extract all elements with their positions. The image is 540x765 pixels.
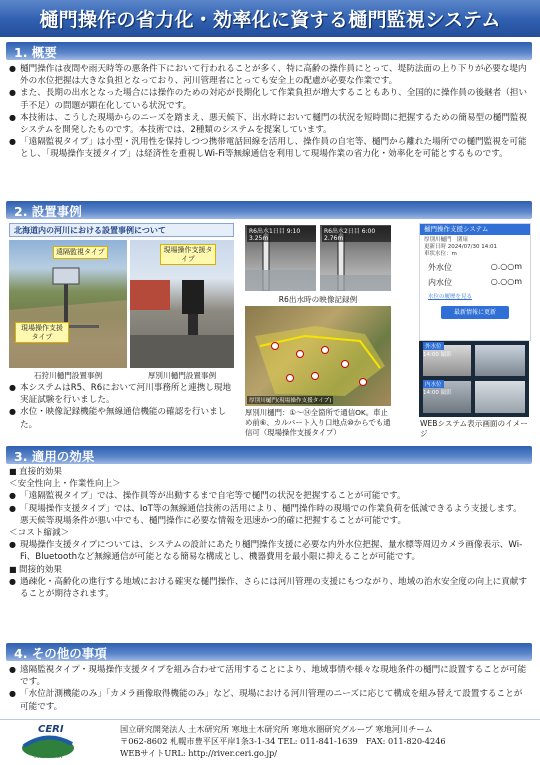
overview-item: ● 樋門操作は夜間や雨天時等の悪条件下において行われることが多く、特に高齢の操作員にとって、堤防法面の上り下りが必要な堤内外の水位把握は大きな負担となっており、河川管理者にとっても安全上の配慮が必要な作業です。 — [9, 63, 529, 87]
case-notes — [9, 382, 237, 431]
video-label-1: R6出水1日目 9:10 3.25m — [247, 226, 316, 242]
map-tag: 厚別川樋門(現場操作支援タイプ) — [249, 398, 332, 404]
subheading-safety: ＜安全性向上・作業性向上＞ — [9, 479, 121, 490]
inner-level-label: 内水位 — [428, 278, 452, 287]
camera-image-inner-2 — [475, 381, 525, 413]
section-header-cases — [6, 201, 532, 219]
camera-time-1: 14:00 撮影 — [423, 352, 452, 358]
other-item: ● 遠隔監視タイプ・現場操作支援タイプを組み合わせて活用することにより、地域事情や様々な現地条件の樋門に設置することが可能です。 — [9, 664, 529, 688]
outer-level-label: 外水位 — [428, 263, 452, 272]
section-header-effects — [6, 446, 532, 464]
case-note: ● 水位・映像記録機能や無線通信機能の確認を行いました。 — [9, 406, 237, 430]
effects-text — [9, 466, 529, 600]
inner-level-value: ○.○○m — [490, 277, 522, 286]
section-title: 2. 設置事例 — [14, 204, 82, 219]
overview-item: ● また、長期の出水となった場合には操作のための対応が長期化して作業負担が増大することもあり、全国的に操作員の後継者（担い手不足）の問題が顕在化している状況です。 — [9, 87, 529, 111]
web-header: 樋門操作支援システム — [420, 224, 530, 235]
logo-subtext: COLD REGION — [34, 754, 63, 759]
aerial-map — [245, 306, 391, 406]
video-frame-1 — [245, 225, 316, 291]
footer-text — [120, 723, 446, 759]
camera-image-outer-2 — [475, 345, 525, 376]
effect-item: ● 過疎化・高齢化の進行する地域における確実な樋門操作、さらには河川管理の支援にもつながり、地域の治水安全度の向上に貢献することが期待されます。 — [9, 576, 529, 600]
web-level-unit: 車状水位：m — [424, 251, 457, 257]
effect-item: ● 「現場操作支援タイプ」では、IoT等の無線通信技術の活用により、樋門操作時の現場での作業負荷を低減できるよう支援します。悪天候等現場条件が悪い中でも、樋門操作に必要な情報を迅速かつ的確に把握することが可能です。 — [9, 503, 529, 527]
history-link[interactable]: 水位の履歴を見る — [428, 294, 473, 300]
others-text — [9, 664, 529, 713]
refresh-button[interactable]: 最新情報に更新 — [441, 306, 509, 319]
caption-atsubetsu: 厚別川樋門設置事例 — [147, 371, 217, 380]
overview-item: ● 本技術は、こうした現場からのニーズを踏まえ、悪天候下、出水時において樋門の状況を短時間に把握するための簡易型の樋門監視システムを開発したものです。本技術では、2種類のシステムを提案しています。 — [9, 112, 529, 136]
ishikari-photo — [9, 240, 127, 368]
section-header-overview — [6, 42, 532, 60]
page-title: 樋門操作の省力化・効率化に資する樋門監視システム — [39, 9, 501, 31]
indirect-effects-heading: ■ 間接的効果 — [9, 564, 529, 576]
direct-effects-heading: ■ 直接的効果 — [9, 466, 529, 478]
footer-address: 〒062-8602 札幌市豊平区平岸1条3-1-34 TEL: 011-841-1639 FAX: 011-820-4246 — [120, 736, 446, 746]
web-gate-state: 閉扉 — [457, 237, 469, 243]
other-item: ● 「水位計測機能のみ」「カメラ画像取得機能のみ」など、現場における河川管理のニーズに応じて構成を組み替えて設置することが可能です。 — [9, 688, 529, 712]
effect-item: ● 現場操作支援タイプについては、システムの設計にあたり樋門操作支援に必要な内外水位把握、量水標等周辺カメラ画像表示、Wi-Fi、Bluetoothなど無線通信が可能となる簡易な構成とし、機器費用を最小限に抑えることが可能です。 — [9, 539, 529, 563]
web-updated: 更新日時 2024/07/30 14:01 — [424, 244, 498, 250]
caption-map: 厚別川樋門：①～⑭全箇所で通信OK。車止め前⑥、カルバート入り口地点⑩からでも通信可（現場操作支援タイプ） — [245, 408, 391, 437]
label-support: 現場操作支援タイプ — [15, 322, 69, 343]
logo-text: CERI — [38, 724, 64, 735]
label-remote: 遠隔監視タイプ — [53, 246, 108, 259]
outer-level-value: ○.○○m — [490, 262, 522, 271]
camera-time-2: 14:00 撮影 — [423, 390, 452, 396]
overview-item: ● 「遠隔監視タイプ」は小型・汎用性を保持しつつ携帯電話回線を活用し、操作員の自宅等、樋門から離れた場所での樋門監視を可能とし、「現場操作支援タイプ」は経済性を重視しWi-Fi等無線通信を利用して現場作業の省力化・効率化を可能とするものです。 — [9, 136, 529, 160]
caption-web: WEBシステム表示画面のイメージ — [420, 419, 528, 438]
label-support-b: 現場操作支援タイプ — [160, 244, 216, 265]
footer-web[interactable]: WEBサイトURL: http://river.ceri.go.jp/ — [120, 748, 277, 758]
video-frame-2 — [320, 225, 391, 291]
section-title: 4. その他の事項 — [14, 646, 107, 661]
video-label-2: R6出水2日目 6:00 2.76m — [322, 226, 391, 242]
atsubetsu-photo — [130, 240, 234, 368]
subheading-cost: ＜コスト縮減＞ — [9, 528, 70, 539]
caption-ishikari: 石狩川樋門設置事例 — [33, 371, 103, 380]
web-gate-name: 厚別川樋門 — [424, 237, 452, 243]
case-note: ● 本システムはR5、R6において河川事務所と連携し現地実証試験を行いました。 — [9, 382, 237, 406]
overview-text — [9, 63, 529, 161]
footer-org: 国立研究開発法人 土木研究所 寒地土木研究所 寒地水圏研究グループ 寒地河川チーム — [120, 724, 433, 734]
camera-tag-1: 外水位 — [425, 344, 442, 350]
web-mockup — [419, 223, 531, 341]
section-title: 1. 概要 — [14, 45, 57, 60]
caption-video: R6出水時の映像記録例 — [278, 295, 358, 304]
ceri-logo — [20, 724, 76, 760]
footer — [0, 719, 540, 765]
ishikari-photo-art — [9, 240, 127, 368]
section-title: 3. 適用の効果 — [14, 449, 95, 464]
section-header-others — [6, 643, 532, 661]
case-banner: 北海道内の河川における設置事例について — [9, 223, 234, 237]
web-camera-panel — [419, 341, 529, 417]
title-bar — [0, 0, 540, 37]
camera-tag-2: 内水位 — [425, 382, 442, 388]
aerial-map-art — [245, 306, 391, 406]
effect-item: ● 「遠隔監視タイプ」では、操作員等が出動するまで自宅等で樋門の状況を把握することが可能です。 — [9, 490, 529, 502]
